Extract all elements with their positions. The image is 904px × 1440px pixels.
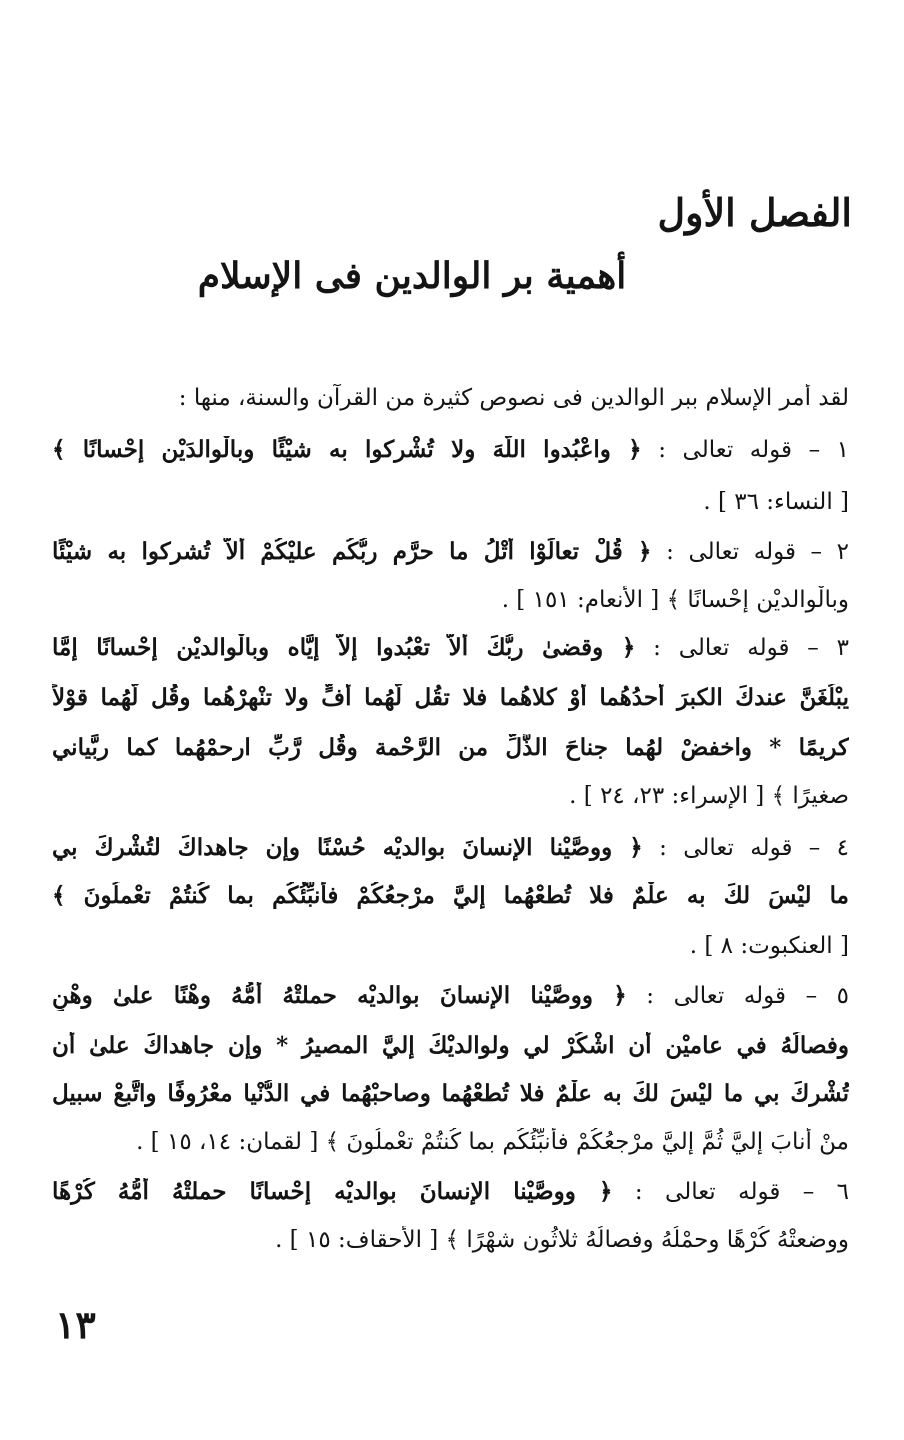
page-number: ١٣ (55, 1302, 96, 1347)
verse-line (52, 834, 849, 863)
verse-lead: ١ – قوله تعالى : (658, 437, 849, 463)
verse-line (52, 538, 849, 567)
verse-line: كريمًا * واخفضْ لهُما جناحَ الذُّلِّ من الرَّحْمة وقُل رَّبِّ ارحمْهُما كما ربَّياني (52, 734, 849, 761)
verse-lead: ٣ – قوله تعالى : (653, 635, 849, 661)
verse-text: ﴿ ووصَّيْنا الإنسانَ بوالديْه حُسْنًا وإن جاهداكَ لتُشْركَ بي (52, 834, 643, 861)
verse-line: ما ليْسَ لكَ به علْمٌ فلا تُطعْهُما إليَّ مرْجعُكُمْ فأُنبِّئُكُم بما كُنتُمْ تعْملُونَ ﴾ (52, 882, 849, 909)
verse-text: ﴿ وقضىٰ ربُّكَ ألاَّ تعْبُدوا إلاَّ إيَّاه وبالْوالديْن إحْسانًا إمَّا (52, 634, 636, 661)
verse-reference: [ العنكبوت: ٨ ] . (689, 933, 849, 959)
verse-line: وفصالُهُ في عاميْن أن اشْكُرْ لي ولوالديْكَ إليَّ المصيرُ * وإن جاهداكَ علىٰ أن (52, 1032, 849, 1059)
chapter-subtitle: أهمية بر الوالدين فى الإسلام (197, 255, 627, 297)
verse-line: وبالْوالديْن إحْسانًا ﴾ [ الأنعام: ١٥١ ] . (501, 587, 849, 613)
verse-line (52, 1178, 849, 1207)
verse-line: منْ أنابَ إليَّ ثُمَّ إليَّ مرْجعُكُمْ فأُنبِّئُكُم بما كُنتُمْ تعْملُونَ ﴾ [ لقمان: ١٤، ١٥ ] . (136, 1129, 849, 1155)
verse-line (52, 634, 849, 663)
verse-line: يبْلُغَنَّ عندكَ الكبرَ أحدُهُما أوْ كلاهُما فلا تقُل لَّهُما أُفٍّ ولا تنْهرْهُما وقُل لَّهُما قوْلاً (52, 684, 849, 711)
verse-line (52, 982, 849, 1011)
verse-line: تُشْركَ بي ما ليْسَ لكَ به علْمٌ فلا تُطعْهُما وصاحبْهُما في الدُّنْيا معْرُوفًا واتَّبعْ سبيل (52, 1080, 849, 1107)
verse-lead: ٦ – قوله تعالى : (634, 1179, 849, 1205)
intro-paragraph: لقد أمر الإسلام ببر الوالدين فى نصوص كثيرة من القرآن والسنة، منها : (178, 385, 849, 411)
verse-line (52, 436, 849, 465)
verse-text: ﴿ قُلْ تعالَوْا أَتْلُ ما حرَّم ربُّكُم عليْكُمْ ألاَّ تُشركوا به شيْئًا (52, 538, 652, 565)
verse-text: ﴿ واعْبُدوا اللَّهَ ولا تُشْركوا به شيْئًا وبالْوالدَيْن إحْسانًا ﴾ (52, 436, 642, 463)
verse-line: ووضعتْهُ كُرْهًا وحمْلُهُ وفصالُهُ ثلاثُون شهْرًا ﴾ [ الأحقاف: ١٥ ] . (275, 1227, 849, 1253)
verse-text: ﴿ ووصَّيْنا الإنسانَ بوالديْه حملتْهُ أُمُّهُ وهْنًا علىٰ وهْنٍ (52, 982, 627, 1009)
verse-line: صغيرًا ﴾ [ الإسراء: ٢٣، ٢٤ ] . (569, 783, 849, 809)
verse-lead: ٤ – قوله تعالى : (659, 835, 849, 861)
verse-text: ﴿ ووصَّيْنا الإنسانَ بوالديْه إحْسانًا حملتْهُ أُمُّهُ كُرْهًا (52, 1178, 613, 1205)
verse-lead: ٢ – قوله تعالى : (666, 539, 849, 565)
verse-reference: [ النساء: ٣٦ ] . (703, 489, 849, 515)
chapter-title: الفصل الأول (657, 190, 852, 235)
verse-lead: ٥ – قوله تعالى : (646, 983, 849, 1009)
